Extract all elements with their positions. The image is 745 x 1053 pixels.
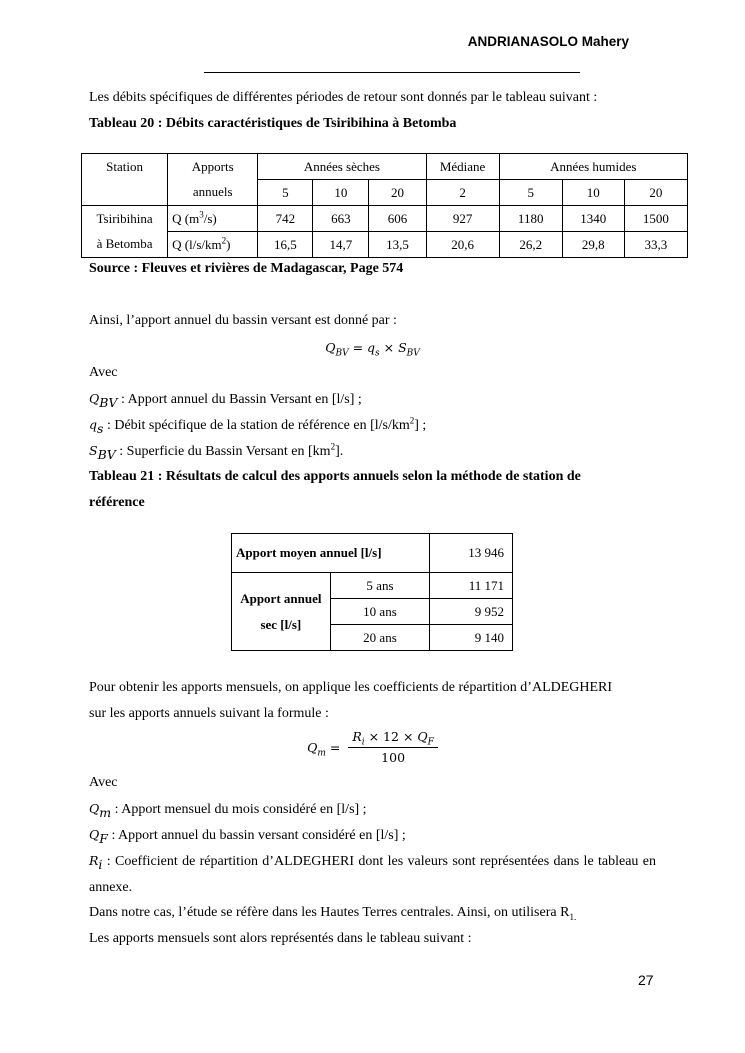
- def-qs: [89, 412, 656, 439]
- def-symbol: S: [89, 443, 98, 458]
- def-symbol: q: [89, 417, 98, 432]
- final-text: Dans notre cas, l’étude se réfère dans les Hautes Terres centrales. Ainsi, on utilisera R: [89, 905, 570, 920]
- row1-label-sup: 3: [199, 209, 204, 220]
- value-cell: 11 171: [430, 573, 513, 599]
- apport-intro: Ainsi, l’apport annuel du bassin versant est donné par :: [89, 313, 397, 328]
- period-cell: 20: [624, 180, 687, 206]
- value-cell: 927: [426, 206, 499, 232]
- value-cell: 13,5: [369, 232, 426, 258]
- def-text-b: ] ;: [414, 418, 427, 433]
- def-text-a: : Débit spécifique de la station de référence en [l/s/km: [103, 418, 410, 433]
- apport-sec-label: [232, 573, 331, 651]
- mensuel-paragraph-2: sur les apports annuels suivant la formule :: [89, 706, 329, 721]
- table-20: [81, 153, 688, 258]
- mensuel-paragraph-1: Pour obtenir les apports mensuels, on applique les coefficients de répartition d’ALDEGHERI: [89, 680, 613, 695]
- def-symbol-sub: s: [97, 420, 104, 436]
- station-name-1: Tsiribihina: [82, 206, 168, 232]
- table-row: [232, 573, 513, 599]
- def-symbol-sub: i: [98, 856, 103, 872]
- table20-caption: Tableau 20 : Débits caractéristiques de Tsiribihina à Betomba: [89, 116, 457, 131]
- def-text: : Apport annuel du Bassin Versant en [l/s] ;: [117, 392, 362, 407]
- station-name-2: à Betomba: [82, 232, 168, 258]
- table21-caption-2: référence: [89, 495, 145, 510]
- value-cell: 742: [258, 206, 313, 232]
- row1-label-b: /s): [203, 210, 217, 226]
- period-cell: 10 ans: [330, 599, 430, 625]
- def-sbv: [89, 438, 656, 465]
- table-21: [231, 533, 513, 651]
- formula1-times: ×: [379, 340, 399, 355]
- def-text: : Apport annuel du bassin versant considéré en [l/s] ;: [107, 828, 406, 843]
- formula1-eq: =: [348, 340, 368, 355]
- formula2-denominator: 100: [381, 750, 406, 765]
- def-sup: 2: [330, 441, 336, 452]
- value-cell: 33,3: [624, 232, 687, 258]
- formula2-r-sub: i: [361, 737, 365, 748]
- row2-label-b: ): [226, 236, 231, 252]
- intro-paragraph: Les débits spécifiques de différentes périodes de retour sont donnés par le tableau suivant :: [89, 90, 598, 105]
- apport-moyen-label: Apport moyen annuel [l/s]: [232, 534, 430, 573]
- row1-label-a: Q (m: [172, 210, 200, 226]
- formula1-s: S: [398, 340, 407, 355]
- value-cell: 1500: [624, 206, 687, 232]
- table20-source: Source : Fleuves et rivières de Madagascar, Page 574: [89, 261, 404, 276]
- table21-caption-1: Tableau 21 : Résultats de calcul des apports annuels selon la méthode de station de: [89, 469, 581, 484]
- header-apports-2: annuels: [168, 180, 258, 206]
- def-symbol: Q: [89, 391, 100, 406]
- row2-label-a: Q (l/s/km: [172, 236, 222, 252]
- def-symbol-sub: F: [99, 830, 108, 846]
- formula-qbv: [89, 335, 656, 361]
- period-cell: 20: [369, 180, 426, 206]
- page-number: 27: [638, 972, 654, 988]
- formula2-fraction: [348, 728, 438, 767]
- row2-label: [168, 232, 258, 258]
- apport-moyen-value: 13 946: [430, 534, 513, 573]
- value-cell: 20,6: [426, 232, 499, 258]
- formula1-lhs: Q: [325, 340, 336, 355]
- def-text-a: : Superficie du Bassin Versant en [km: [115, 444, 331, 459]
- value-cell: 1180: [499, 206, 562, 232]
- table-row: [82, 206, 688, 232]
- def-symbol-sub: m: [99, 804, 112, 820]
- def-qbv: [89, 386, 656, 413]
- def-symbol: Q: [89, 801, 100, 816]
- def-symbol-sub: BV: [97, 446, 116, 462]
- final-paragraph-1: [89, 900, 656, 926]
- period-cell: 5 ans: [330, 573, 430, 599]
- def-qm: [89, 796, 656, 823]
- period-cell: 20 ans: [330, 625, 430, 651]
- def-text: : Apport mensuel du mois considéré en [l/s] ;: [111, 802, 367, 817]
- formula1-q: q: [367, 340, 376, 355]
- def-symbol-sub: BV: [99, 394, 118, 410]
- row2-label-sup: 2: [221, 235, 227, 246]
- value-cell: 26,2: [499, 232, 562, 258]
- value-cell: 1340: [562, 206, 624, 232]
- period-cell: 5: [499, 180, 562, 206]
- header-annees-seches: Années sèches: [258, 154, 426, 180]
- def-text: : Coefficient de répartition d’ALDEGHERI dont les valeurs sont représentées dans le tableau en annexe.: [89, 854, 656, 895]
- def-ri: [89, 848, 656, 901]
- apport-sec-label-2: sec [l/s]: [260, 616, 302, 632]
- formula-qm: [89, 728, 656, 767]
- period-cell: 2: [426, 180, 499, 206]
- period-cell: 10: [313, 180, 369, 206]
- header-rule: [204, 72, 580, 73]
- formula2-lhs: Q: [307, 740, 318, 755]
- formula2-qf-sub: F: [427, 737, 434, 748]
- formula1-s-sub: BV: [406, 348, 420, 359]
- formula2-numerator: [348, 728, 438, 748]
- value-cell: 606: [369, 206, 426, 232]
- avec-label-1: Avec: [89, 365, 118, 380]
- def-symbol: Q: [89, 827, 100, 842]
- formula2-lhs-sub: m: [317, 748, 326, 759]
- formula2-eq: =: [325, 740, 345, 755]
- def-qf: [89, 822, 656, 849]
- header-annees-humides: Années humides: [499, 154, 687, 180]
- formula1-lhs-sub: BV: [335, 348, 349, 359]
- header-apports-1: Apports: [168, 154, 258, 180]
- period-cell: 5: [258, 180, 313, 206]
- value-cell: 29,8: [562, 232, 624, 258]
- value-cell: 663: [313, 206, 369, 232]
- def-sup: 2: [409, 415, 415, 426]
- value-cell: 9 952: [430, 599, 513, 625]
- formula2-r: R: [352, 729, 362, 744]
- row1-label: [168, 206, 258, 232]
- value-cell: 9 140: [430, 625, 513, 651]
- header-author: ANDRIANASOLO Mahery: [467, 34, 629, 49]
- formula1-q-sub: s: [375, 348, 380, 359]
- final-sub: 1.: [569, 911, 577, 922]
- header-station-cont: [82, 180, 168, 206]
- def-text-b: ].: [335, 444, 344, 459]
- def-symbol: R: [89, 853, 99, 868]
- header-mediane: Médiane: [426, 154, 499, 180]
- formula2-num-mid: × 12 ×: [364, 729, 418, 744]
- value-cell: 16,5: [258, 232, 313, 258]
- table-row: [232, 534, 513, 573]
- header-station: Station: [82, 154, 168, 180]
- period-cell: 10: [562, 180, 624, 206]
- final-paragraph-2: Les apports mensuels sont alors représentés dans le tableau suivant :: [89, 931, 472, 946]
- value-cell: 14,7: [313, 232, 369, 258]
- table-row: [82, 232, 688, 258]
- avec-label-2: Avec: [89, 775, 118, 790]
- apport-sec-label-1: Apport annuel: [240, 590, 322, 606]
- formula2-qf: Q: [417, 729, 428, 744]
